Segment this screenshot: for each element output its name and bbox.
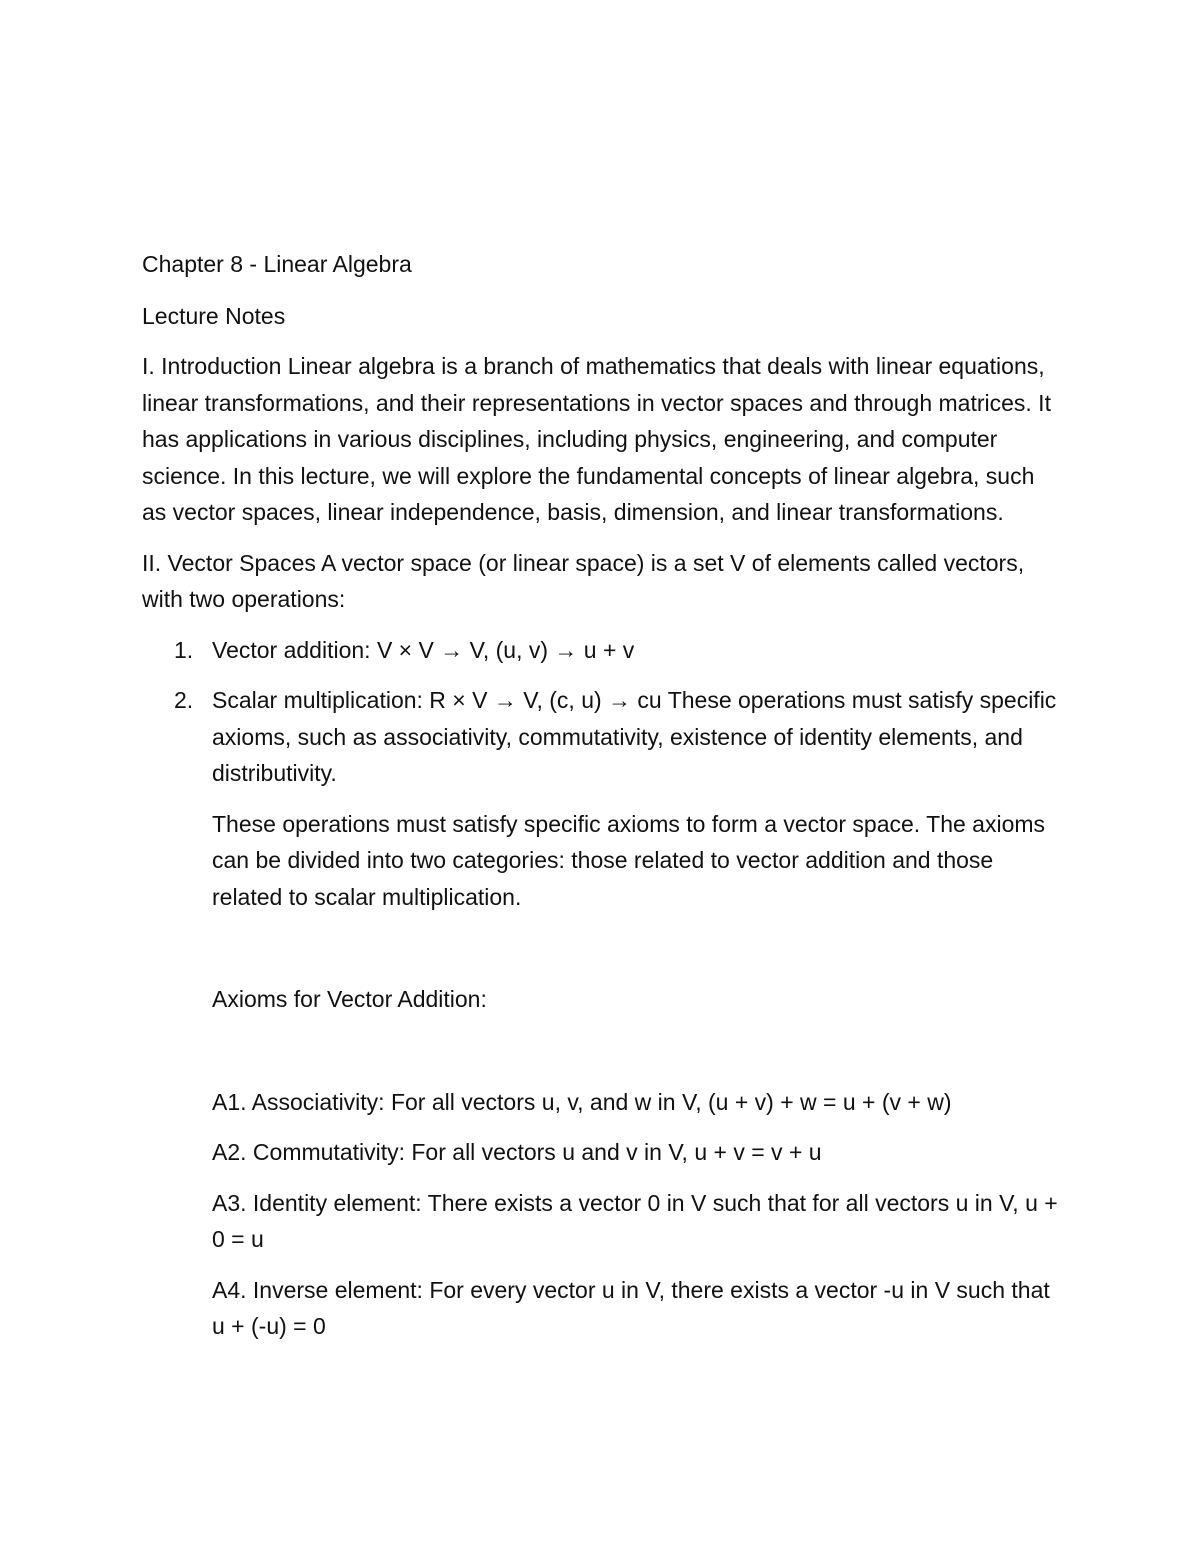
- operations-list: [142, 632, 1062, 792]
- axiom-a2: A2. Commutativity: For all vectors u and v in V, u + v = v + u: [212, 1139, 822, 1165]
- list-item-text: Vector addition: V × V → V, (u, v) → u + v: [212, 636, 635, 663]
- axioms-intro-paragraph: These operations must satisfy specific axioms to form a vector space. The axioms can be divided into two categories: those related to vector addition and those related to scalar multiplication.: [212, 810, 1046, 910]
- axiom-a1: A1. Associativity: For all vectors u, v, and w in V, (u + v) + w = u + (v + w): [212, 1088, 952, 1115]
- document-body: [142, 246, 1062, 1359]
- axioms-heading: Axioms for Vector Addition:: [212, 986, 487, 1012]
- lecture-subtitle: Lecture Notes: [142, 302, 286, 329]
- axiom-a4: A4. Inverse element: For every vector u in V, there exists a vector -u in V such that u + (-u) = 0: [212, 1276, 1050, 1339]
- vector-spaces-paragraph: II. Vector Spaces A vector space (or linear space) is a set V of elements called vectors, with two operations:: [142, 549, 1025, 612]
- list-number: 1.: [174, 636, 194, 663]
- list-number: 2.: [174, 687, 194, 713]
- list-item: [142, 632, 1062, 669]
- list-item: [142, 682, 1062, 792]
- intro-paragraph: I. Introduction Linear algebra is a branch of mathematics that deals with linear equations, linear transformations, and their representations in vector spaces and through matrices. It has applications in various disciplines, including physics, engineering, and computer science. In this lecture, we will explore the fundamental concepts of linear algebra, such as vector spaces, linear independence, basis, dimension, and linear transformations.: [142, 353, 1051, 525]
- axiom-a3: A3. Identity element: There exists a vector 0 in V such that for all vectors u in V, u + 0 = u: [212, 1189, 1058, 1252]
- chapter-title: Chapter 8 - Linear Algebra: [142, 251, 412, 277]
- list-item-text: Scalar multiplication: R × V → V, (c, u) → cu These operations must satisfy specific axioms, such as associativity, commutativity, existence of identity elements, and distributivity.: [212, 687, 1057, 786]
